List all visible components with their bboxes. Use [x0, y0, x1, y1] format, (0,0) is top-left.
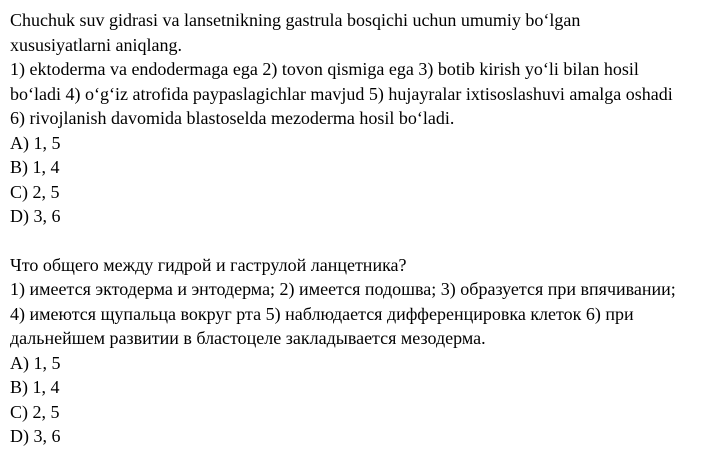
answer-option-d: D) 3, 6	[10, 426, 61, 446]
question-russian	[10, 253, 711, 449]
answer-option-b: B) 1, 4	[10, 157, 60, 177]
question-text-line: 6) rivojlanish davomida blastoselda mezoderma hosil bo‘ladi.	[10, 108, 455, 128]
question-text-line: xususiyatlarni aniqlang.	[10, 34, 182, 55]
question-text-line: Chuchuk suv gidrasi va lansetnikning gastrula bosqichi uchun umumiy bo‘lgan	[10, 10, 581, 30]
answer-options	[10, 351, 711, 449]
answer-option-a: A) 1, 5	[10, 132, 61, 153]
answer-option-c: C) 2, 5	[10, 181, 60, 202]
answer-options	[10, 131, 711, 229]
answer-option-c: C) 2, 5	[10, 401, 60, 422]
answer-option-d: D) 3, 6	[10, 206, 61, 226]
question-uzbek	[10, 8, 711, 229]
question-text-line: Что общего между гидрой и гаструлой ланцетника?	[10, 254, 407, 275]
question-text-line: 1) имеется эктодерма и энтодерма; 2) имеется подошва; 3) образуется при впячивании;	[10, 279, 676, 299]
question-text-line: 4) имеются щупальца вокруг рта 5) наблюдается дифференцировка клеток 6) при	[10, 303, 634, 324]
question-text-line: bo‘ladi 4) o‘g‘iz atrofida paypaslagichlar mavjud 5) hujayralar ixtisoslashuvi amalga oshadi	[10, 83, 673, 104]
question-text-line: 1) ektoderma va endodermaga ega 2) tovon qismiga ega 3) botib kirish yo‘li bilan hosil	[10, 59, 639, 79]
question-text-line: дальнейшем развитии в бластоцеле закладывается мезодерма.	[10, 328, 486, 348]
answer-option-a: A) 1, 5	[10, 352, 61, 373]
answer-option-b: B) 1, 4	[10, 377, 60, 397]
